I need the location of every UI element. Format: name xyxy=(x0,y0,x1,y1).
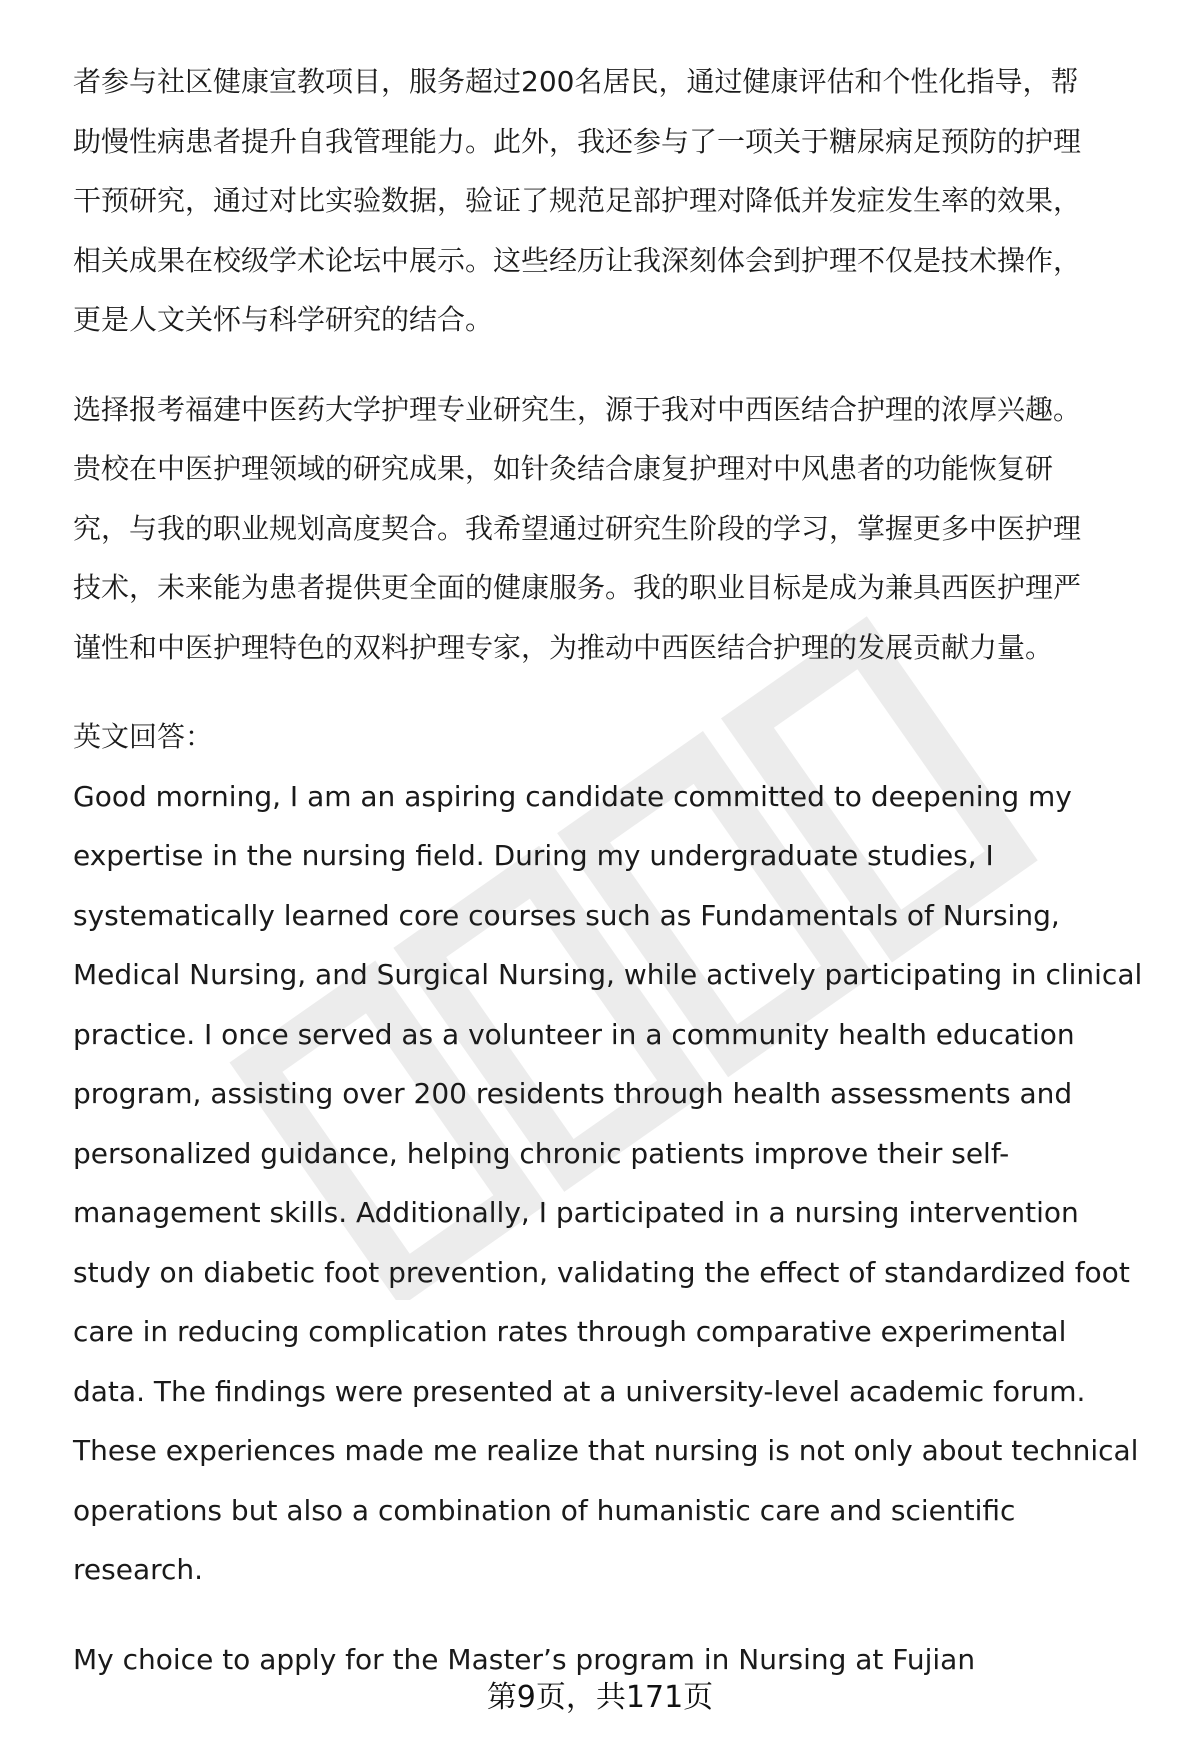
text-line: operations but also a combination of humanistic care and scientific xyxy=(73,1493,1016,1527)
text-line: systematically learned core courses such as Fundamentals of Nursing, xyxy=(73,898,1060,932)
text-line: 相关成果在校级学术论坛中展示。这些经历让我深刻体会到护理不仅是技术操作， xyxy=(73,243,1082,277)
text-line: Medical Nursing, and Surgical Nursing, while actively participating in clinical xyxy=(73,958,1143,991)
cn-paragraph-2 xyxy=(73,380,1153,678)
text-line: management skills. Additionally, I participated in a nursing intervention xyxy=(73,1196,1079,1229)
text-line: 贵校在中医护理领域的研究成果，如针灸结合康复护理对中风患者的功能恢复研 xyxy=(73,452,1054,485)
text-line: Good morning, I am an aspiring candidate committed to deepening my xyxy=(73,779,1072,813)
text-line: 更是人文关怀与科学研究的结合。 xyxy=(73,303,494,336)
page-number-footer: 第9页，共171页 xyxy=(486,1680,714,1715)
text-line: 谨性和中医护理特色的双料护理专家，为推动中西医结合护理的发展贡献力量。 xyxy=(73,630,1054,664)
text-line: My choice to apply for the Master’s program in Nursing at Fujian xyxy=(73,1642,976,1676)
text-line: expertise in the nursing field. During my undergraduate studies, I xyxy=(73,839,994,872)
text-line: personalized guidance, helping chronic patients improve their self- xyxy=(73,1136,1010,1170)
text-line: These experiences made me realize that nursing is not only about technical xyxy=(73,1434,1139,1467)
text-line: 选择报考福建中医药大学护理专业研究生，源于我对中西医结合护理的浓厚兴趣。 xyxy=(73,392,1082,426)
text-line: 干预研究，通过对比实验数据，验证了规范足部护理对降低并发症发生率的效果， xyxy=(73,184,1082,217)
en-answer-section xyxy=(73,707,1153,1600)
text-line: program, assisting over 200 residents through health assessments and xyxy=(73,1077,1073,1110)
text-line: 技术，未来能为患者提供更全面的健康服务。我的职业目标是成为兼具西医护理严 xyxy=(73,571,1082,604)
text-line: research. xyxy=(73,1553,204,1586)
text-line: 助慢性病患者提升自我管理能力。此外，我还参与了一项关于糖尿病足预防的护理 xyxy=(73,124,1082,158)
document-body xyxy=(73,52,1153,1719)
text-line: 者参与社区健康宣教项目，服务超过200名居民，通过健康评估和个性化指导，帮 xyxy=(73,65,1079,98)
text-line: data. The findings were presented at a university-level academic forum. xyxy=(73,1374,1086,1408)
text-line: 究，与我的职业规划高度契合。我希望通过研究生阶段的学习，掌握更多中医护理 xyxy=(73,511,1082,545)
text-line: practice. I once served as a volunteer in a community health education xyxy=(73,1017,1075,1051)
cn-paragraph-1 xyxy=(73,52,1153,350)
text-line: study on diabetic foot prevention, validating the effect of standardized foot xyxy=(73,1255,1130,1289)
text-line: care in reducing complication rates through comparative experimental xyxy=(73,1315,1067,1348)
en-answer-heading: 英文回答： xyxy=(73,720,214,753)
